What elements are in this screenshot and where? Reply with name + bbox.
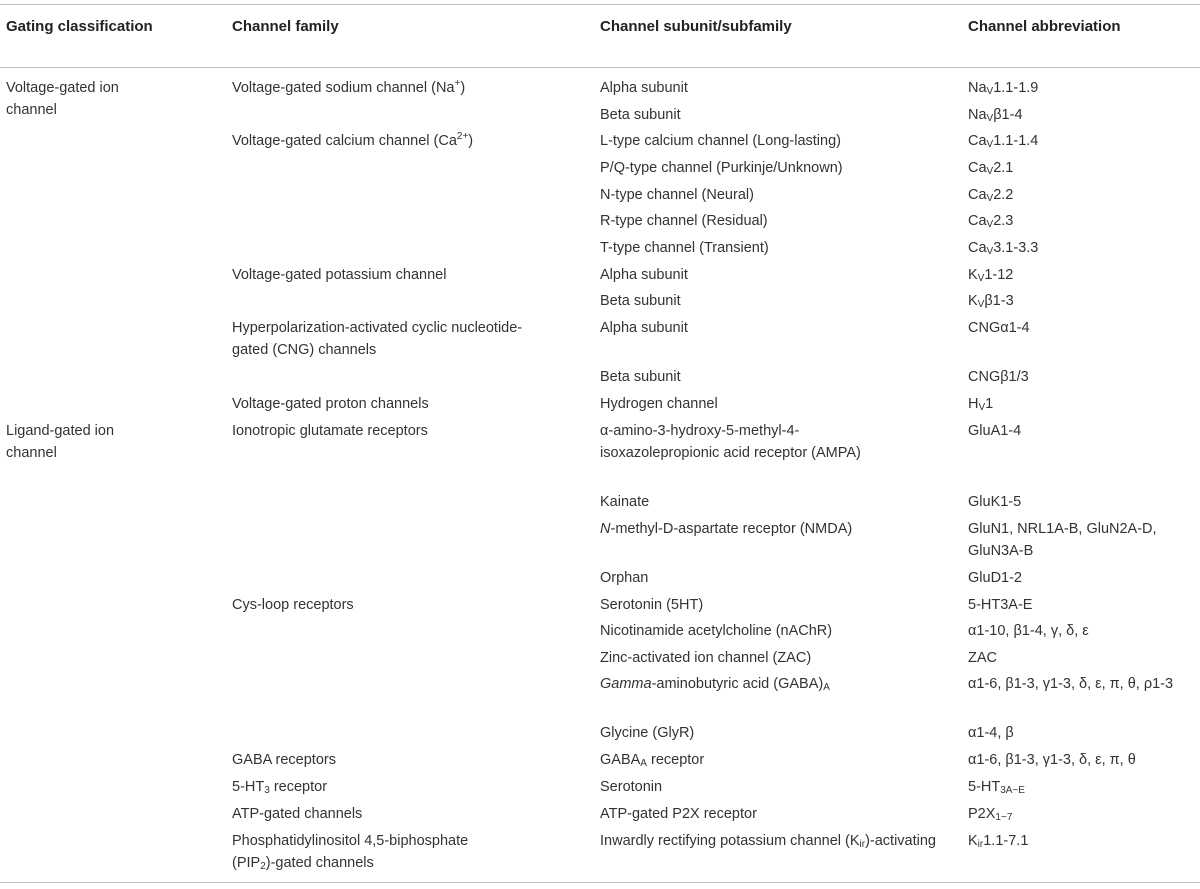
subunit-k-beta: Beta subunit: [600, 293, 681, 309]
abbr-zac: ZAC: [968, 650, 997, 666]
abbr-glua: GluA1-4: [968, 423, 1022, 439]
family-glutamate: Ionotropic glutamate receptors: [232, 423, 428, 439]
subunit-kainate: Kainate: [600, 494, 650, 510]
abbr-cal: $Ca_V1.1-1.4$: [968, 133, 1039, 150]
abbr-glud: GluD1-2: [968, 570, 1022, 586]
gating-voltage: Voltage-gated ion channel: [6, 80, 119, 118]
family-proton: Voltage-gated proton channels: [232, 396, 429, 412]
header-channel-subunit: Channel subunit/subfamily: [600, 18, 792, 35]
abbr-car: $Ca_V2.3$: [968, 213, 1014, 230]
family-sodium: Voltage-gated sodium channel (Na+): [232, 78, 466, 96]
subunit-cng-beta: Beta subunit: [600, 369, 681, 385]
header-gating-classification: Gating classification: [6, 18, 153, 35]
gating-ligand: Ligand-gated ion channel: [6, 423, 115, 461]
subunit-serotonin: Serotonin: [600, 779, 663, 795]
subunit-kir: Inwardly rectifying potassium channel $(K_{ir})$-activating: [600, 833, 936, 850]
abbr-kir: $K_{ir}1.1-7.1$: [968, 833, 1029, 850]
family-cysloop: Cys-loop receptors: [232, 597, 354, 613]
subunit-na-beta: Beta subunit: [600, 107, 681, 123]
subunit-ca-t: T-type channel (Transient): [600, 240, 769, 256]
abbr-gabaa: α1-6, β1-3, γ1-3, δ, ε, π, θ: [968, 752, 1136, 768]
abbr-capq: $Ca_V2.1$: [968, 160, 1014, 177]
table-bottom-rule: [0, 882, 1200, 883]
subunit-zac: Zinc-activated ion channel (ZAC): [600, 650, 812, 666]
abbr-nachr: α1-10, β1-4, γ, δ, ε: [968, 623, 1089, 639]
subunit-glyr: Glycine (GlyR): [600, 725, 695, 741]
subunit-ca-n: N-type channel (Neural): [600, 187, 754, 203]
subunit-nmda: N-methyl-D-aspartate receptor (NMDA): [600, 521, 853, 537]
table-header-rule: [0, 67, 1200, 68]
abbr-5ht3: $5-HT_{3A-E}$: [968, 779, 1025, 796]
abbr-navb: $Na_V\beta 1-4$: [968, 107, 1023, 124]
family-gaba: GABA receptors: [232, 752, 336, 768]
subunit-gaba-cys: Gamma-aminobutyric acid $(GABA)_A$: [600, 676, 830, 693]
header-channel-family: Channel family: [232, 18, 339, 35]
abbr-5ht3ae: 5-HT3A-E: [968, 597, 1033, 613]
family-5ht3: $5-HT_3$ receptor: [232, 779, 328, 796]
subunit-cng-alpha: Alpha subunit: [600, 320, 688, 336]
abbr-kvb: $K_V\beta 1-3$: [968, 293, 1014, 310]
header-channel-abbreviation: Channel abbreviation: [968, 18, 1121, 35]
abbr-p2x: $P2X_{1-7}$: [968, 806, 1013, 823]
subunit-ca-r: R-type channel (Residual): [600, 213, 768, 229]
subunit-k-alpha: Alpha subunit: [600, 267, 688, 283]
abbr-gaba-cys: α1-6, β1-3, γ1-3, δ, ε, π, θ, ρ1-3: [968, 676, 1174, 692]
subunit-hydrogen: Hydrogen channel: [600, 396, 718, 412]
family-calcium: Voltage-gated calcium channel $(Ca^{2+})$: [232, 131, 474, 149]
subunit-ca-pq: P/Q-type channel (Purkinje/Unknown): [600, 160, 843, 176]
abbr-cat: $Ca_V3.1-3.3$: [968, 240, 1039, 257]
abbr-gluk: GluK1-5: [968, 494, 1022, 510]
table-top-rule: [0, 4, 1200, 5]
abbr-nav: $Na_V1.1-1.9$: [968, 80, 1039, 97]
subunit-orphan: Orphan: [600, 570, 649, 586]
family-pip2: Phosphatidylinositol 4,5-biphosphate $(PIP_2)$-gated channels: [232, 833, 469, 872]
subunit-p2x: ATP-gated P2X receptor: [600, 806, 757, 822]
abbr-glyr: α1-4, β: [968, 725, 1014, 741]
abbr-kv: $K_V1-12$: [968, 267, 1014, 284]
family-hcn: Hyperpolarization-activated cyclic nucleotide-gated (CNG) channels: [232, 320, 523, 358]
abbr-glun: GluN1, NRL1A-B, GluN2A-D, GluN3A-B: [968, 521, 1157, 559]
subunit-na-alpha: Alpha subunit: [600, 80, 688, 96]
abbr-cnga: CNGα1-4: [968, 320, 1030, 336]
subunit-serotonin-5ht: Serotonin (5HT): [600, 597, 704, 613]
subunit-ca-l: L-type calcium channel (Long-lasting): [600, 133, 841, 149]
family-potassium: Voltage-gated potassium channel: [232, 267, 447, 283]
abbr-can: $Ca_V2.2$: [968, 187, 1014, 204]
subunit-nachr: Nicotinamide acetylcholine (nAChR): [600, 623, 833, 639]
abbr-cngb: CNGβ1/3: [968, 369, 1029, 385]
family-atp: ATP-gated channels: [232, 806, 363, 822]
subunit-gabaa: $GABA_A$ receptor: [600, 752, 705, 769]
subunit-ampa: α-amino-3-hydroxy-5-methyl-4-isoxazolepropionic acid receptor (AMPA): [600, 423, 861, 461]
abbr-hv: $H_V1$: [968, 396, 994, 413]
